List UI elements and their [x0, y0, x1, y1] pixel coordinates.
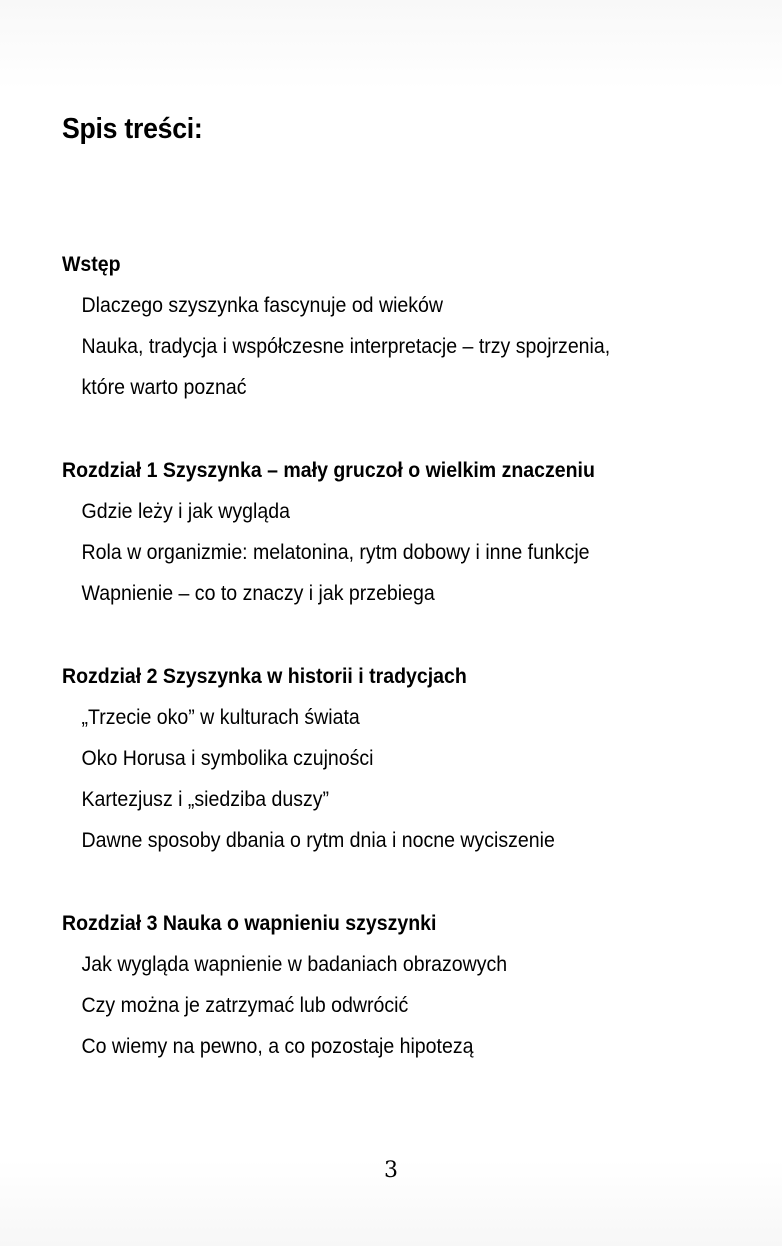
toc-entry[interactable]: Rola w organizmie: melatonina, rytm dobowy i inne funkcje	[81, 541, 590, 564]
toc-entry[interactable]: Jak wygląda wapnienie w badaniach obrazowych	[81, 953, 508, 976]
toc-section-chapter-3	[62, 909, 762, 1073]
toc-entry[interactable]: Nauka, tradycja i współczesne interpretacje – trzy spojrzenia,	[81, 335, 611, 358]
toc-entry[interactable]: Dawne sposoby dbania o rytm dnia i nocne wyciszenie	[81, 829, 555, 852]
toc-entry[interactable]: Gdzie leży i jak wygląda	[81, 500, 290, 523]
toc-entry[interactable]: Oko Horusa i symbolika czujności	[81, 747, 374, 770]
toc-heading[interactable]: Rozdział 2 Szyszynka w historii i tradycjach	[62, 665, 467, 688]
toc-heading[interactable]: Rozdział 3 Nauka o wapnieniu szyszynki	[62, 912, 437, 935]
toc-heading[interactable]: Rozdział 1 Szyszynka – mały gruczoł o wielkim znaczeniu	[62, 459, 595, 482]
table-of-contents	[62, 250, 762, 1073]
toc-entry[interactable]: Czy można je zatrzymać lub odwrócić	[81, 994, 409, 1017]
toc-entry[interactable]: Kartezjusz i „siedziba duszy”	[81, 788, 330, 811]
section-spacer	[62, 414, 762, 456]
toc-heading[interactable]: Wstęp	[62, 253, 121, 276]
page-number: 3	[384, 1158, 398, 1183]
section-spacer	[62, 867, 762, 909]
section-spacer	[62, 620, 762, 662]
toc-entry[interactable]: Dlaczego szyszynka fascynuje od wieków	[81, 294, 444, 317]
toc-section-chapter-1	[62, 456, 762, 620]
page-title: Spis treści:	[62, 113, 203, 145]
toc-entry[interactable]: Co wiemy na pewno, a co pozostaje hipotezą	[81, 1035, 474, 1058]
toc-entry[interactable]: Wapnienie – co to znaczy i jak przebiega	[81, 582, 435, 605]
toc-section-chapter-2	[62, 662, 762, 867]
toc-section-intro	[62, 250, 762, 414]
toc-entry[interactable]: „Trzecie oko” w kulturach świata	[81, 706, 360, 729]
toc-entry[interactable]: które warto poznać	[81, 376, 247, 399]
